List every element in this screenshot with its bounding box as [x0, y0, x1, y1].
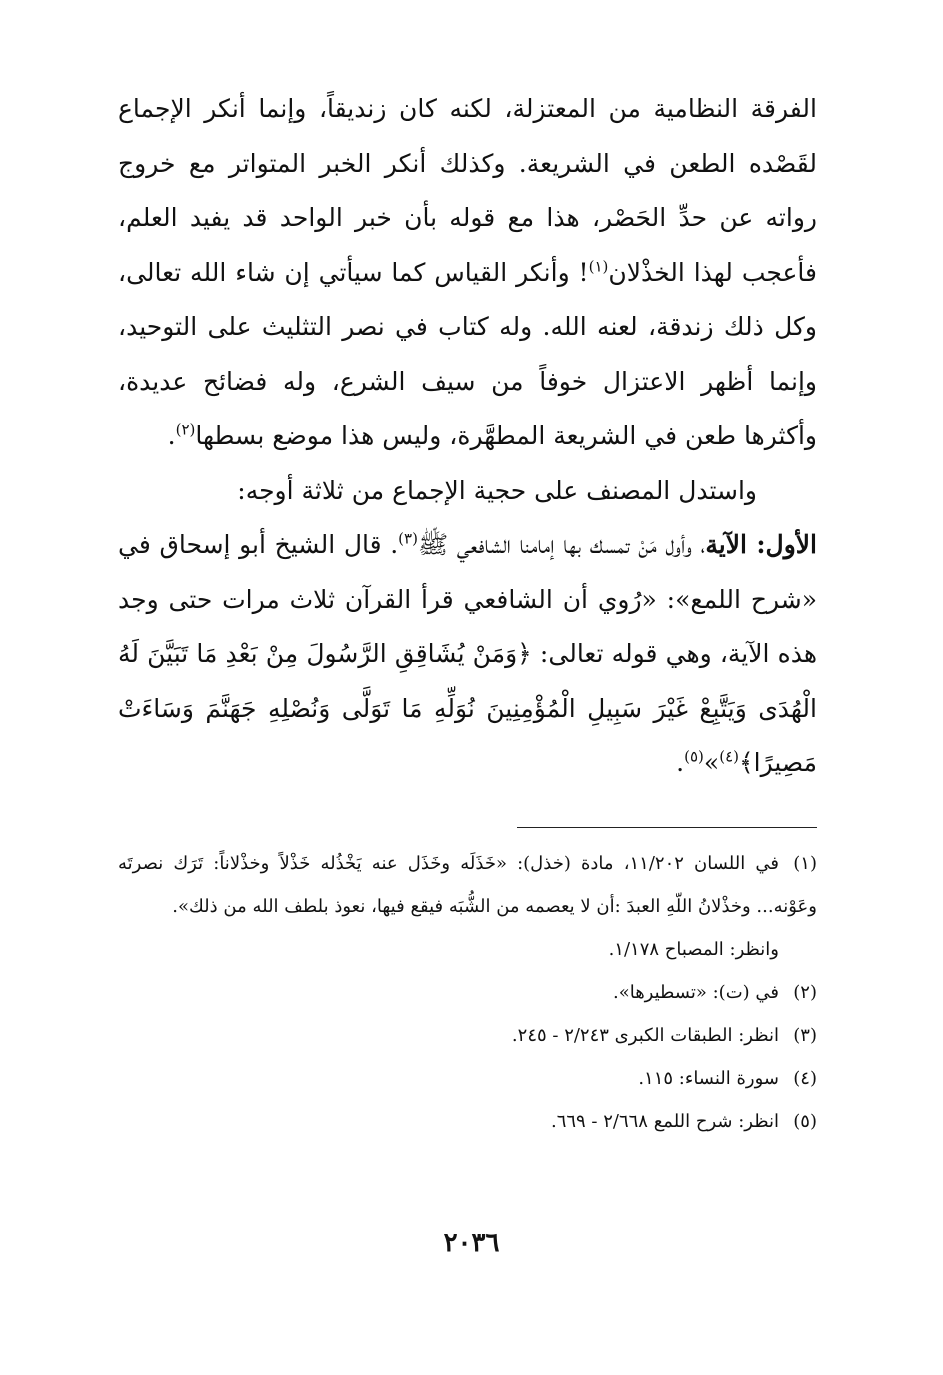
footnote-ref-2[interactable]: (٢)	[175, 420, 196, 439]
footnote-1-text: في اللسان ١١/٢٠٢، مادة (خذل): «خَذَلَه وخَذَل عنه يَخْذُله خَذْلاً وخذْلاناً: تَرَك نصرتَه وعَوْنه... وخذْلانُ اللّهِ العبدَ :أن لا يعصمه من الشُّبَه فيقع فيها، نعوذ بلطف الله من ذلك».	[118, 853, 817, 917]
paragraph-3-text-b: . قال الشيخ أبو إسحاق في «شرح اللمع»: «رُوي أن الشافعي قرأ القرآن ثلاث مرات حتى وجد هذه الآية، وهي قوله تعالى: ﴿وَمَنْ يُشَاقِقِ الرَّسُولَ مِنْ بَعْدِ مَا تَبَيَّنَ لَهُ الْهُدَى وَيَتَّبِعْ غَيْرَ سَبِيلِ الْمُؤْمِنِينَ نُوَلِّهِ مَا تَوَلَّى وَنُصْلِهِ جَهَنَّمَ وَسَاءَتْ مَصِيرًا﴾	[118, 530, 817, 777]
footnote-4-number: (٤)	[793, 1068, 817, 1089]
page-number: ٢٠٣٦	[443, 1228, 500, 1258]
paragraph-3-bold-heading: الأول: الآية	[705, 530, 817, 559]
footnote-separator	[517, 827, 817, 828]
footnote-5	[118, 1100, 817, 1143]
main-text	[118, 82, 817, 791]
paragraph-3-quote-close: »	[703, 748, 720, 777]
paragraph-3	[118, 518, 817, 791]
paragraph-1-text-a: الفرقة النظامية من المعتزلة، لكنه كان زنديقاً، وإنما أنكر الإجماع لقَصْده الطعن في الشريعة. وكذلك أنكر الخبر المتواتر مع خروج رواته عن حدِّ الحَصْر، هذا مع قوله بأن خبر الواحد قد يفيد العلم، فأعجب لهذا الخذْلان	[118, 94, 817, 287]
footnote-3-text: انظر: الطبقات الكبرى ٢/٢٤٣ - ٢٤٥.	[511, 1025, 779, 1046]
footnote-1-number: (١)	[793, 853, 817, 874]
footnote-2-text: في (ت): «تسطيرها».	[612, 982, 779, 1003]
footnote-3	[118, 1014, 817, 1057]
paragraph-3-end: .	[676, 748, 685, 777]
footnote-2-number: (٢)	[793, 982, 817, 1003]
footnote-1-see-also: وانظر: المصباح ١/١٧٨.	[608, 939, 779, 960]
footnote-5-number: (٥)	[793, 1111, 817, 1132]
paragraph-2: واستدل المصنف على حجية الإجماع من ثلاثة أوجه:	[237, 475, 757, 505]
footnote-5-text: انظر: شرح اللمع ٢/٦٦٨ - ٦٦٩.	[550, 1111, 779, 1132]
page-body	[118, 82, 817, 791]
paragraph-1-text-b: ! وأنكر القياس كما سيأتي إن شاء الله تعالى، وكل ذلك زندقة، لعنه الله. وله كتاب في نصر التثليث على التوحيد، وإنما أظهر الاعتزال خوفاً من سيف الشرع، وله فضائح عديدة، وأكثرها طعن في الشريعة المطهَّرة، وليس هذا موضع بسطها	[118, 257, 817, 450]
footnote-ref-5[interactable]: (٥)	[684, 747, 704, 766]
footnote-1	[118, 842, 817, 928]
footnote-2	[118, 971, 817, 1014]
footnotes	[118, 842, 817, 1143]
footnote-ref-1[interactable]: (١)	[588, 257, 609, 276]
paragraph-3-text-a: ، وأول مَنْ تمسك بها إمامنا الشافعي ﷺ	[417, 530, 706, 559]
footnote-ref-3[interactable]: (٣)	[398, 529, 418, 548]
footnote-4	[118, 1057, 817, 1100]
paragraph-1	[118, 82, 817, 464]
footnote-4-text: سورة النساء: ١١٥.	[638, 1068, 779, 1089]
footnote-ref-4[interactable]: (٤)	[719, 747, 739, 766]
footnote-3-number: (٣)	[793, 1025, 817, 1046]
paragraph-1-end: .	[167, 421, 176, 450]
